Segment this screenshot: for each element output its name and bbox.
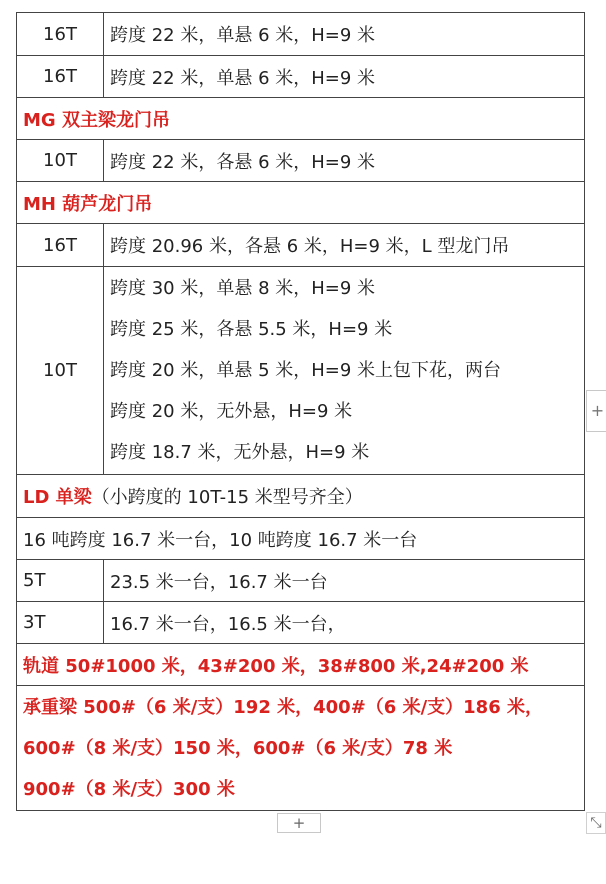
description-line: 跨度 20 米，无外悬，H=9 米 [110, 401, 353, 422]
table-row [17, 602, 585, 644]
table-row [17, 13, 585, 56]
add-row-button[interactable]: + [277, 813, 321, 833]
description-line: 跨度 20 米，单悬 5 米，H=9 米上包下花，两台 [110, 360, 502, 381]
spec-cell[interactable]: 5T [17, 560, 104, 602]
table-row [17, 140, 585, 182]
document-table [16, 12, 585, 811]
description-line: 跨度 18.7 米，无外悬，H=9 米 [110, 442, 370, 463]
table-row [17, 267, 585, 475]
table-row [17, 686, 585, 811]
table-row [17, 98, 585, 140]
section-note: （小跨度的 10T-15 米型号齐全） [91, 487, 363, 508]
description-cell[interactable]: 跨度 22 米，各悬 6 米，H=9 米 [104, 140, 585, 182]
table-row [17, 644, 585, 686]
spec-cell[interactable]: 10T [17, 140, 104, 182]
description-cell[interactable]: 16 吨跨度 16.7 米一台，10 吨跨度 16.7 米一台 [17, 518, 585, 560]
description-cell[interactable]: 16.7 米一台，16.5 米一台， [104, 602, 585, 644]
beam-line: 900#（8 米/支）300 米 [23, 778, 235, 800]
description-line: 跨度 30 米，单悬 8 米，H=9 米 [110, 278, 376, 299]
spec-cell[interactable]: 3T [17, 602, 104, 644]
description-cell[interactable]: 跨度 22 米，单悬 6 米，H=9 米 [104, 56, 585, 98]
spec-cell[interactable]: 16T [17, 56, 104, 98]
section-heading-rail[interactable]: 轨道 50#1000 米，43#200 米，38#800 米,24#200 米 [17, 644, 585, 686]
description-cell[interactable]: 跨度 22 米，单悬 6 米，H=9 米 [104, 13, 585, 56]
section-title: LD 单梁 [23, 487, 92, 508]
table-row [17, 560, 585, 602]
spec-cell[interactable]: 10T [17, 267, 104, 475]
table-row [17, 56, 585, 98]
section-heading-mg[interactable]: MG 双主梁龙门吊 [17, 98, 585, 140]
beam-line: 承重梁 500#（6 米/支）192 米，400#（6 米/支）186 米， [23, 696, 543, 718]
section-heading-mh[interactable]: MH 葫芦龙门吊 [17, 182, 585, 224]
spec-cell[interactable]: 16T [17, 224, 104, 267]
section-heading-beam[interactable] [17, 686, 585, 811]
add-column-button[interactable]: + [586, 390, 606, 432]
spec-cell[interactable]: 16T [17, 13, 104, 56]
description-cell[interactable]: 23.5 米一台，16.7 米一台 [104, 560, 585, 602]
resize-icon[interactable]: ⤡ [586, 812, 606, 834]
table-row [17, 475, 585, 518]
table-row [17, 224, 585, 267]
description-line: 跨度 25 米，各悬 5.5 米，H=9 米 [110, 319, 393, 340]
table-row [17, 182, 585, 224]
table-row [17, 518, 585, 560]
section-heading-ld[interactable] [17, 475, 585, 518]
beam-line: 600#（8 米/支）150 米，600#（6 米/支）78 米 [23, 737, 453, 759]
description-cell[interactable]: 跨度 20.96 米，各悬 6 米，H=9 米，L 型龙门吊 [104, 224, 585, 267]
description-cell[interactable] [104, 267, 585, 475]
